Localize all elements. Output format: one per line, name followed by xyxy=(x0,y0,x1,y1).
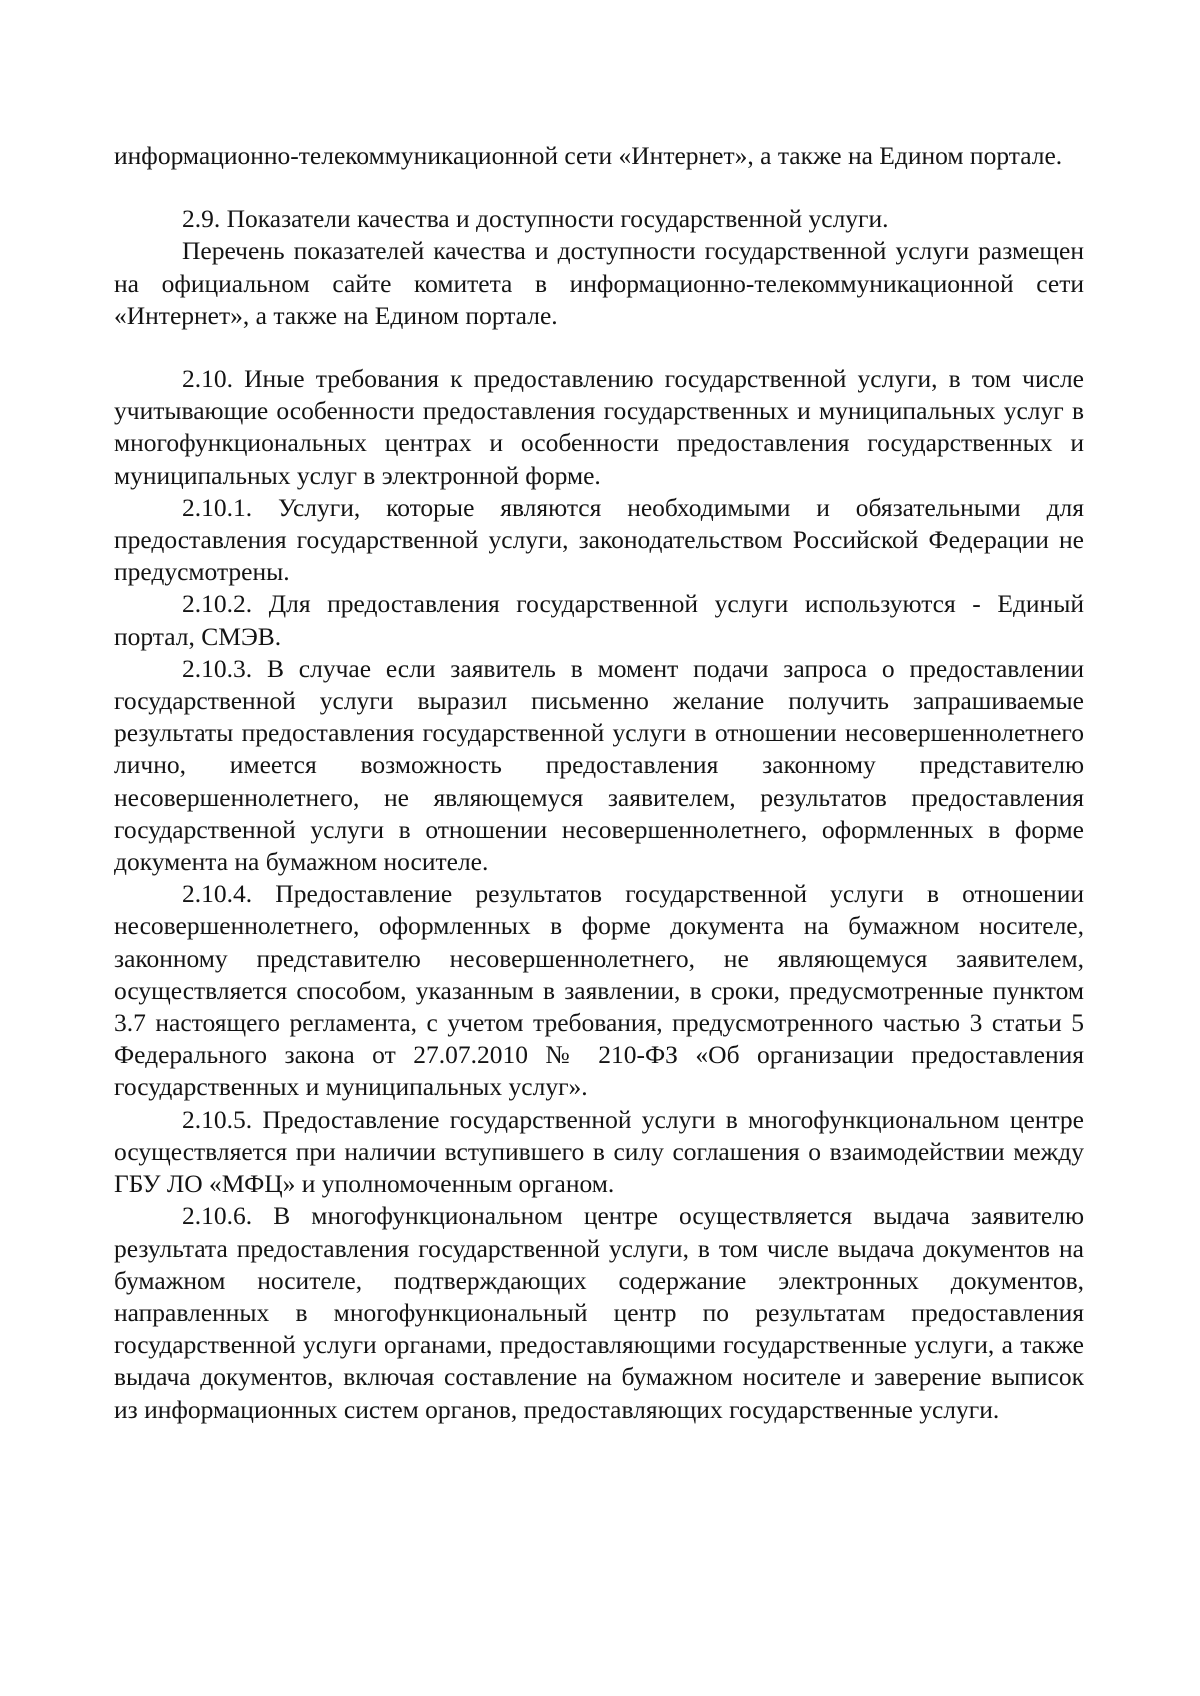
document-page xyxy=(114,140,1084,1426)
section-2-10-5: 2.10.5. Предоставление государственной услуги в многофункциональном центре осуществляется при наличии вступившего в силу соглашения о взаимодействии между ГБУ ЛО «МФЦ» и уполномоченным органом. xyxy=(114,1104,1084,1199)
section-2-10-3: 2.10.3. В случае если заявитель в момент подачи запроса о предоставлении государственной услуги выразил письменно желание получить запрашиваемые результаты предоставления государственной услуги в отношении несовершеннолетнего лично, имеется возможность предоставления законному представителю несовершеннолетнего, не являющемуся заявителем, результатов предоставления государственной услуги в отношении несовершеннолетнего, оформленных в форме документа на бумажном носителе. xyxy=(114,653,1084,877)
section-2-9-text: Перечень показателей качества и доступности государственной услуги размещен на официальном сайте комитета в информационно-телекоммуникационной сети «Интернет», а также на Едином портале. xyxy=(114,236,1084,330)
section-2-10-4: 2.10.4. Предоставление результатов государственной услуги в отношении несовершеннолетнего, оформленных в форме документа на бумажном носителе, законному представителю несовершеннолетнего, не являющемуся заявителем, осуществляется способом, указанным в заявлении, в сроки, предусмотренные пунктом 3.7 настоящего регламента, с учетом требования, предусмотренного частью 3 статьи 5 Федерального закона от 27.07.2010 № 210-ФЗ «Об организации предоставления государственных и муниципальных услуг». xyxy=(114,879,1084,1102)
section-2-10-heading: 2.10. Иные требования к предоставлению государственной услуги, в том числе учитывающие особенности предоставления государственных и муниципальных услуг в многофункциональных центрах и особенности предоставления государственных и муниципальных услуг в электронной форме. xyxy=(114,364,1084,490)
section-2-10-6: 2.10.6. В многофункциональном центре осуществляется выдача заявителю результата предоставления государственной услуги, в том числе выдача документов на бумажном носителе, подтверждающих содержание электронных документов, направленных в многофункциональный центр по результатам предоставления государственной услуги органами, предоставляющими государственные услуги, а также выдача документов, включая составление на бумажном носителе и заверение выписок из информационных систем органов, предоставляющих государственные услуги. xyxy=(114,1201,1084,1424)
section-2-10-2: 2.10.2. Для предоставления государственной услуги используются - Единый портал, СМЭВ. xyxy=(114,589,1084,651)
section-2-9-heading: 2.9. Показатели качества и доступности государственной услуги. xyxy=(182,204,889,234)
section-2-10-1: 2.10.1. Услуги, которые являются необходимыми и обязательными для предоставления государственной услуги, законодательством Российской Федерации не предусмотрены. xyxy=(114,492,1084,587)
paragraph-continuation: информационно-телекоммуникационной сети «Интернет», а также на Едином портале. xyxy=(114,141,1063,170)
